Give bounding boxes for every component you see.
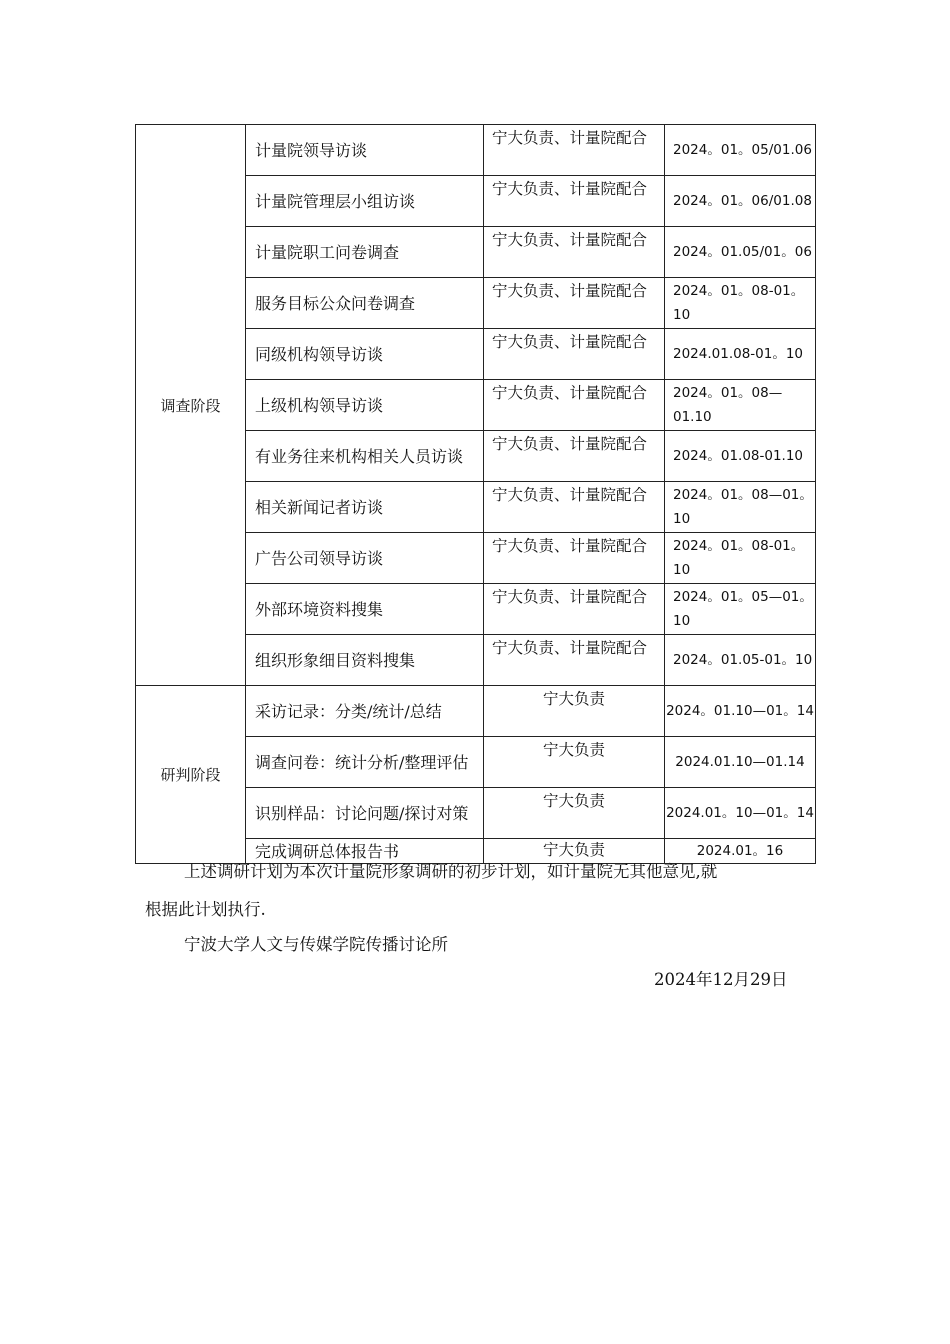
task-cell: 组织形象细目资料搜集 [246, 635, 484, 686]
owner-cell: 宁大负责、计量院配合 [484, 431, 665, 482]
task-cell: 有业务往来机构相关人员访谈 [246, 431, 484, 482]
date-cell: 2024.01.10—01.14 [665, 737, 816, 788]
owner-cell: 宁大负责 [484, 839, 665, 864]
owner-cell: 宁大负责、计量院配合 [484, 635, 665, 686]
task-cell: 完成调研总体报告书 [246, 839, 484, 864]
owner-cell: 宁大负责 [484, 737, 665, 788]
date-cell: 2024。01。08—01.10 [665, 380, 816, 431]
task-cell: 服务目标公众问卷调查 [246, 278, 484, 329]
task-cell: 外部环境资料搜集 [246, 584, 484, 635]
owner-cell: 宁大负责、计量院配合 [484, 176, 665, 227]
task-cell: 同级机构领导访谈 [246, 329, 484, 380]
date-cell: 2024。01。08—01。10 [665, 482, 816, 533]
date-cell: 2024。01。05/01.06 [665, 125, 816, 176]
owner-cell: 宁大负责、计量院配合 [484, 482, 665, 533]
task-cell: 广告公司领导访谈 [246, 533, 484, 584]
closing-paragraph-line1: 上述调研计划为本次计量院形象调研的初步计划，如计量院无其他意见,就 [184, 862, 718, 881]
owner-cell: 宁大负责、计量院配合 [484, 125, 665, 176]
date-cell: 2024。01。06/01.08 [665, 176, 816, 227]
owner-cell: 宁大负责、计量院配合 [484, 227, 665, 278]
date-cell: 2024。01。08-01。10 [665, 278, 816, 329]
date-cell: 2024。01.05/01。06 [665, 227, 816, 278]
date-cell: 2024。01.08-01.10 [665, 431, 816, 482]
closing-paragraph-line2: 根据此计划执行. [145, 900, 266, 919]
task-cell: 计量院职工问卷调查 [246, 227, 484, 278]
owner-cell: 宁大负责、计量院配合 [484, 329, 665, 380]
task-cell: 采访记录：分类/统计/总结 [246, 686, 484, 737]
date-cell: 2024。01。05—01。10 [665, 584, 816, 635]
research-plan-table [135, 124, 816, 864]
signature-organization: 宁波大学人文与传媒学院传播讨论所 [184, 935, 448, 954]
signature-date: 2024年12月29日 [654, 970, 788, 989]
date-cell: 2024.01.08-01。10 [665, 329, 816, 380]
task-cell: 计量院领导访谈 [246, 125, 484, 176]
task-cell: 计量院管理层小组访谈 [246, 176, 484, 227]
date-cell: 2024.01。16 [665, 839, 816, 864]
owner-cell: 宁大负责 [484, 686, 665, 737]
owner-cell: 宁大负责 [484, 788, 665, 839]
table-row [136, 125, 816, 176]
owner-cell: 宁大负责、计量院配合 [484, 533, 665, 584]
task-cell: 上级机构领导访谈 [246, 380, 484, 431]
date-cell: 2024.01。10—01。14 [665, 788, 816, 839]
owner-cell: 宁大负责、计量院配合 [484, 380, 665, 431]
stage-label: 调查阶段 [136, 125, 246, 686]
owner-cell: 宁大负责、计量院配合 [484, 278, 665, 329]
date-cell: 2024。01.10—01。14 [665, 686, 816, 737]
task-cell: 相关新闻记者访谈 [246, 482, 484, 533]
table-row [136, 686, 816, 737]
task-cell: 识别样品：讨论问题/探讨对策 [246, 788, 484, 839]
stage-label: 研判阶段 [136, 686, 246, 864]
date-cell: 2024。01.05-01。10 [665, 635, 816, 686]
date-cell: 2024。01。08-01。10 [665, 533, 816, 584]
task-cell: 调查问卷：统计分析/整理评估 [246, 737, 484, 788]
owner-cell: 宁大负责、计量院配合 [484, 584, 665, 635]
